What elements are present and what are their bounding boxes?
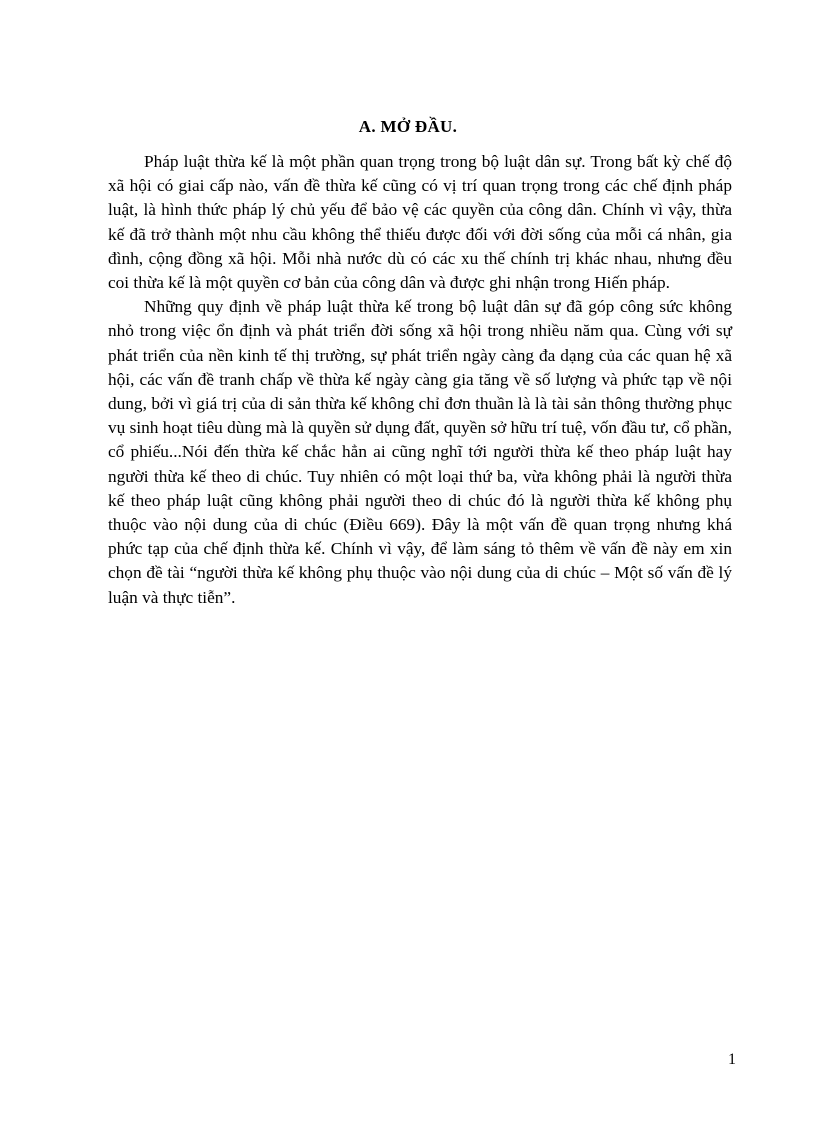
section-heading: A. MỞ ĐẦU. (358, 117, 458, 136)
context-paragraph: Những quy định về pháp luật thừa kế trong bộ luật dân sự đã góp công sức không nhỏ trong việc ổn định và phát triển đời sống xã hội trong nhiều năm qua. Cùng với sự phát triển của nền kinh tế thị trường, sự phát triển ngày càng đa dạng của các quan hệ xã hội, các vấn đề tranh chấp về thừa kế ngày càng gia tăng về số lượng và phức tạp về nội dung, bởi vì giá trị của di sản thừa kế không chỉ đơn thuần là là tài sản thông thường phục vụ sinh hoạt tiêu dùng mà là quyền sử dụng đất, quyền sở hữu trí tuệ, vốn đầu tư, cổ phần, cổ phiếu...Nói đến thừa kế chắc hẳn ai cũng nghĩ tới người thừa kế theo pháp luật hay người thừa kế theo di chúc. Tuy nhiên có một loại thứ ba, vừa không phải là người thừa kế theo pháp luật cũng không phải người theo di chúc đó là người thừa kế không phụ thuộc vào nội dung của di chúc (Điều 669). Đây là một vấn đề quan trọng nhưng khá phức tạp của chế định thừa kế. Chính vì vậy, để làm sáng tỏ thêm về vấn đề này em xin chọn đề tài “người thừa kế không phụ thuộc vào nội dung của di chúc – Một số vấn đề lý luận và thực tiễn”. (108, 297, 732, 607)
body-text (108, 150, 732, 610)
intro-paragraph: Pháp luật thừa kế là một phần quan trọng trong bộ luật dân sự. Trong bất kỳ chế độ xã hội có giai cấp nào, vấn đề thừa kế cũng có vị trí quan trọng trong các chế định pháp luật, là hình thức pháp lý chủ yếu để bảo vệ các quyền của công dân. Chính vì vậy, thừa kế đã trở thành một nhu cầu không thể thiếu được đối với đời sống của mỗi cá nhân, gia đình, cộng đồng xã hội. Mỗi nhà nước dù có các xu thế chính trị khác nhau, nhưng đều coi thừa kế là một quyền cơ bản của công dân và được ghi nhận trong Hiến pháp. (108, 152, 732, 293)
page-number: 1 (728, 1051, 736, 1068)
